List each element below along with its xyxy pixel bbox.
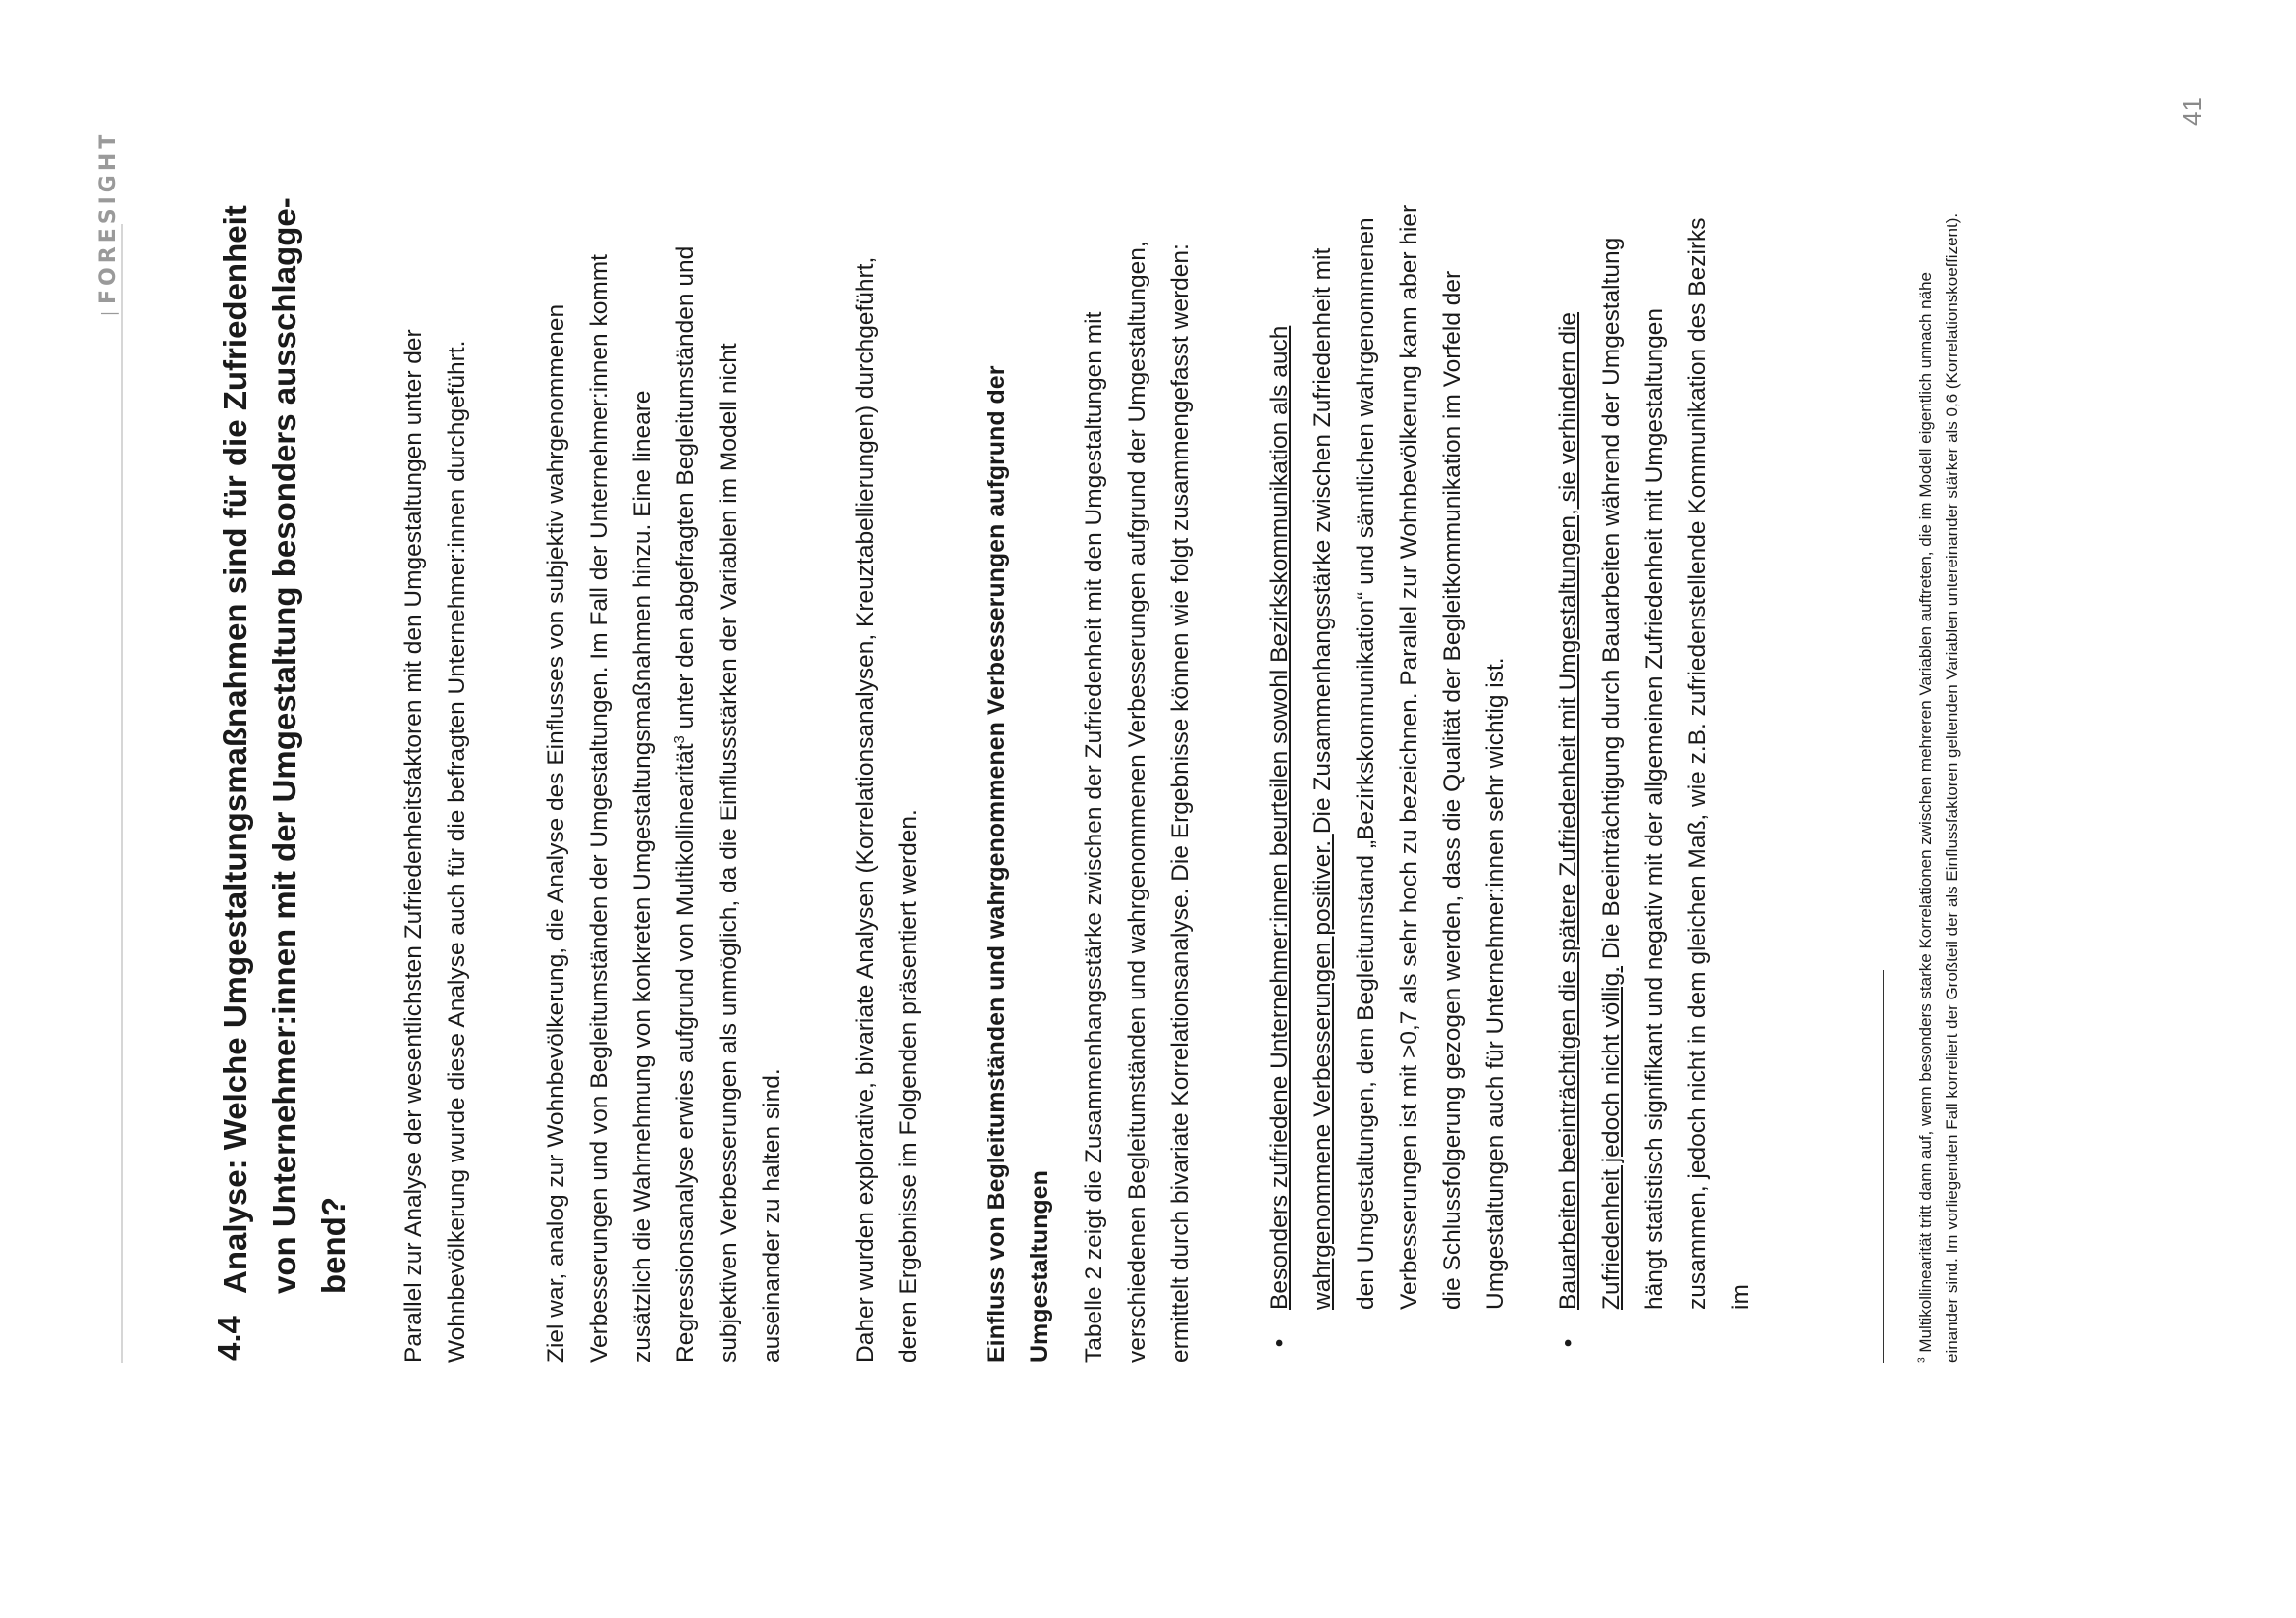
footnote-text-2: einander sind. Im vorliegenden Fall korreliert der Großteil der als Einflussfaktoren geltenden Variablen untereinander stärker als 0,6 (Korrelationskoeffizent). — [1943, 212, 1961, 1363]
paragraph-text: Parallel zur Analyse der wesentlichsten Zufriedenheitsfaktoren mit den Umgestaltungen unter der Wohnbevölkerung wurde diese Analyse auch für die befragten Unternehmer:innen durchgeführt. — [400, 329, 470, 1363]
footnote-marker: 3 — [1916, 1357, 1928, 1363]
bullet-key-finding: Besonders zufriedene Unternehmer:innen beurteilen sowohl Bezirkskommunikation als auch wahrgenommene Verbesserungen positiver. — [1266, 325, 1336, 1310]
footnote-text-1: Multikollinearität tritt dann auf, wenn besonders starke Korrelationen zwischen mehreren Variablen auftreten, die im Modell eigentlich unnach nähe — [1916, 272, 1935, 1358]
footnote-rule — [1883, 970, 1884, 1363]
paragraph-method — [844, 224, 931, 1363]
subheading-block — [975, 224, 1061, 1363]
subheading: Einfluss von Begleitumständen und wahrgenommenen Verbesserungen aufgrund der Umgestaltungen — [983, 365, 1053, 1363]
paragraph-text-b: unter den abgefragten Begleitumständen und subjektiven Verbesserungen als unmöglich, da die Einflussstärken der Variablen im Modell nicht auseinander zu halten sind. — [672, 245, 785, 1363]
bullet-text: Die Zusammenhangsstärke zwischen Zufriedenheit mit den Umgestaltungen, dem Begleitumstand „Bezirkskommunikation“ und sämtlichen wahrgenommenen Verbesserungen ist mit >0,7 als sehr hoch zu bezeichnen. Parallel zur Wohnbevölkerung kann aber hier die Schlussfolgerung gezogen werden, dass die Qualität der Begleitkommunikation im Vorfeld der Umgestaltungen auch für Unternehmer:innen sehr wichtig ist. — [1309, 204, 1509, 1310]
bullet-list — [1258, 204, 1792, 1363]
page-number: 41 — [2177, 97, 2207, 126]
bullet-text: Die Beeinträchtigung durch Bauarbeiten während der Umgestaltung hängt statistisch signifikant und negativ mit der allgemeinen Zufriedenheit mit Umgestaltungen zusammen, jedoch nicht in dem gleichen Maß, wie z.B. zufriedenstellende Kommunikation des Bezirks im — [1598, 217, 1754, 1310]
paragraph-table-intro — [1073, 224, 1202, 1363]
paragraph-text-a: Ziel war, analog zur Wohnbevölkerung, die Analyse des Einflusses von subjektiv wahrgenommenen Verbesserungen und von Begleitumständen der Umgestaltungen. Im Fall der Unternehmer:innen kommt zusätzlich die Wahrnehmung von konkreten Umgestaltungsmaßnahmen hinzu. Eine lineare Regressionsanalyse erwies aufgrund von Multikollinearität — [543, 254, 699, 1363]
bullet-dot: • — [1266, 1338, 1293, 1348]
brand-mark: │ — [101, 303, 119, 322]
list-item — [1258, 204, 1518, 1363]
section-title: Analyse: Welche Umgestaltungsmaßnahmen sind für die Zufriedenheit von Unternehmer:innen mit der Umgestaltung besonders ausschlaggebend? — [217, 197, 351, 1294]
bullet-key-finding: Bauarbeiten beeinträchtigen die spätere Zufriedenheit mit Umgestaltungen, sie verhindern die Zufriedenheit jedoch nicht völlig. — [1555, 311, 1625, 1310]
paragraph-text: Tabelle 2 zeigt die Zusammenhangsstärke zwischen der Zufriedenheit mit den Umgestaltungen mit verschiedenen Begleitumständen und wahrgenommenen Verbesserungen aufgrund der Umgestaltungen, ermittelt durch bivariate Korrelationsanalyse. Die Ergebnisse können wie folgt zusammengefasst werden: — [1081, 241, 1194, 1363]
section-number: 4.4 — [211, 1316, 247, 1361]
footnote-ref: 3 — [671, 735, 688, 744]
paragraph-goal — [535, 224, 794, 1363]
paragraph-intro — [393, 224, 479, 1363]
bullet-dot: • — [1555, 1338, 1581, 1348]
paragraph-text — [535, 224, 794, 1363]
header-rule — [121, 224, 123, 1363]
brand-logo — [96, 131, 121, 322]
footnote — [1912, 194, 1965, 1363]
brand-name: FORESIGHT — [96, 130, 121, 304]
list-item — [1547, 204, 1763, 1363]
paragraph-text: Daher wurden explorative, bivariate Analysen (Korrelationsanalysen, Kreuztabellierungen) durchgeführt, deren Ergebnisse im Folgenden präsentiert werden. — [852, 256, 922, 1363]
